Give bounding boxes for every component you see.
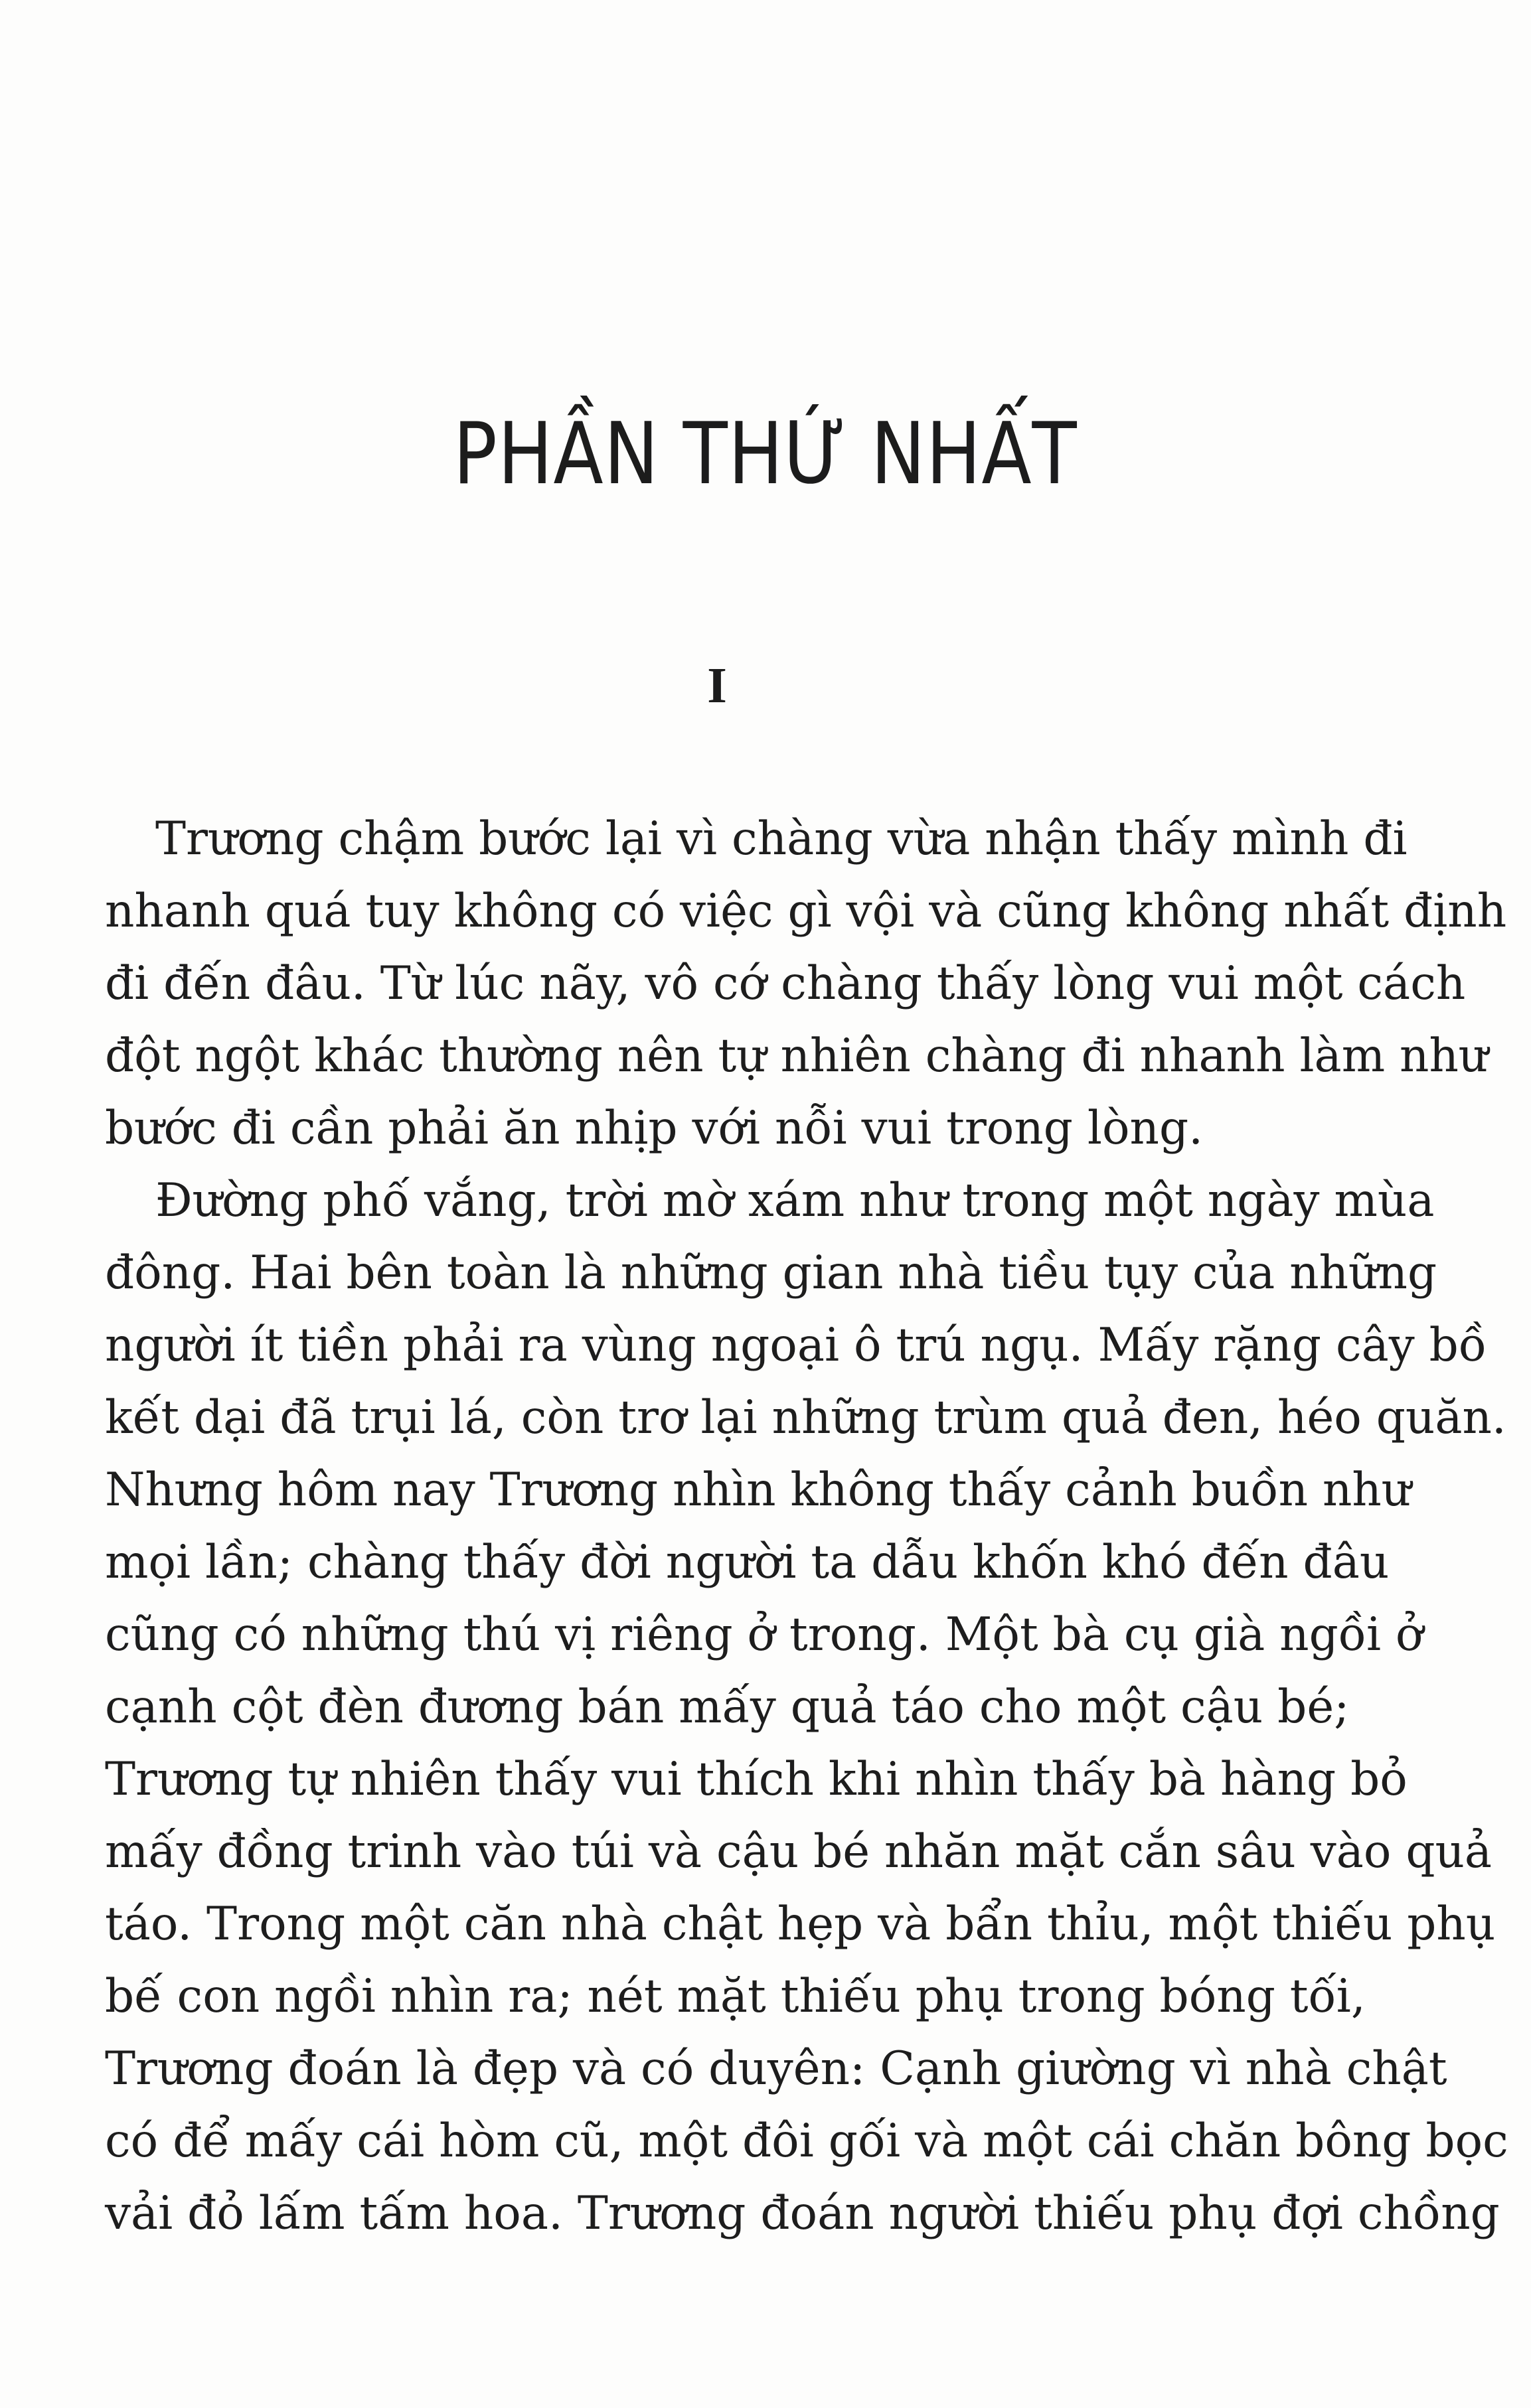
text-line: Trương chậm bước lại vì chàng vừa nhận thấy mình đi [155, 812, 1408, 865]
text-line: Đường phố vắng, trời mờ xám như trong một ngày mùa [155, 1174, 1435, 1227]
text-line: kết dại đã trụi lá, còn trơ lại những trùm quả đen, héo quăn. [105, 1391, 1506, 1444]
text-line: cạnh cột đèn đương bán mấy quả táo cho một cậu bé; [105, 1681, 1350, 1734]
text-line: bước đi cần phải ăn nhịp với nỗi vui trong lòng. [105, 1102, 1204, 1155]
paragraph-1 [105, 803, 1507, 1165]
text-line: mấy đồng trinh vào túi và cậu bé nhăn mặt cắn sâu vào quả [105, 1825, 1492, 1878]
part-title: PHẦN THỨ NHẤT [453, 405, 1078, 504]
text-line: táo. Trong một căn nhà chật hẹp và bẩn thỉu, một thiếu phụ [105, 1898, 1496, 1951]
paragraph-2 [105, 1165, 1508, 2250]
text-line: đông. Hai bên toàn là những gian nhà tiều tụy của những [105, 1246, 1437, 1300]
text-line: Trương tự nhiên thấy vui thích khi nhìn thấy bà hàng bỏ [105, 1753, 1408, 1806]
text-line: đột ngột khác thường nên tự nhiên chàng đi nhanh làm như [105, 1029, 1489, 1083]
text-line: vải đỏ lấm tấm hoa. Trương đoán người thiếu phụ đợi chồng [105, 2187, 1500, 2240]
text-line: Nhưng hôm nay Trương nhìn không thấy cảnh buồn như [105, 1464, 1411, 1517]
chapter-number: I [707, 658, 727, 714]
body-text [105, 803, 1508, 2250]
text-line: cũng có những thú vị riêng ở trong. Một bà cụ già ngồi ở [105, 1608, 1423, 1661]
text-line: người ít tiền phải ra vùng ngoại ô trú ngụ. Mấy rặng cây bồ [105, 1319, 1487, 1372]
text-line: đi đến đâu. Từ lúc nãy, vô cớ chàng thấy lòng vui một cách [105, 957, 1466, 1010]
text-line: nhanh quá tuy không có việc gì vội và cũng không nhất định [105, 885, 1507, 938]
text-line: bế con ngồi nhìn ra; nét mặt thiếu phụ trong bóng tối, [105, 1970, 1366, 2023]
text-line: mọi lần; chàng thấy đời người ta dẫu khốn khó đến đâu [105, 1536, 1390, 1589]
text-line: Trương đoán là đẹp và có duyên: Cạnh giường vì nhà chật [105, 2042, 1447, 2095]
text-line: có để mấy cái hòm cũ, một đôi gối và một cái chăn bông bọc [105, 2115, 1508, 2168]
